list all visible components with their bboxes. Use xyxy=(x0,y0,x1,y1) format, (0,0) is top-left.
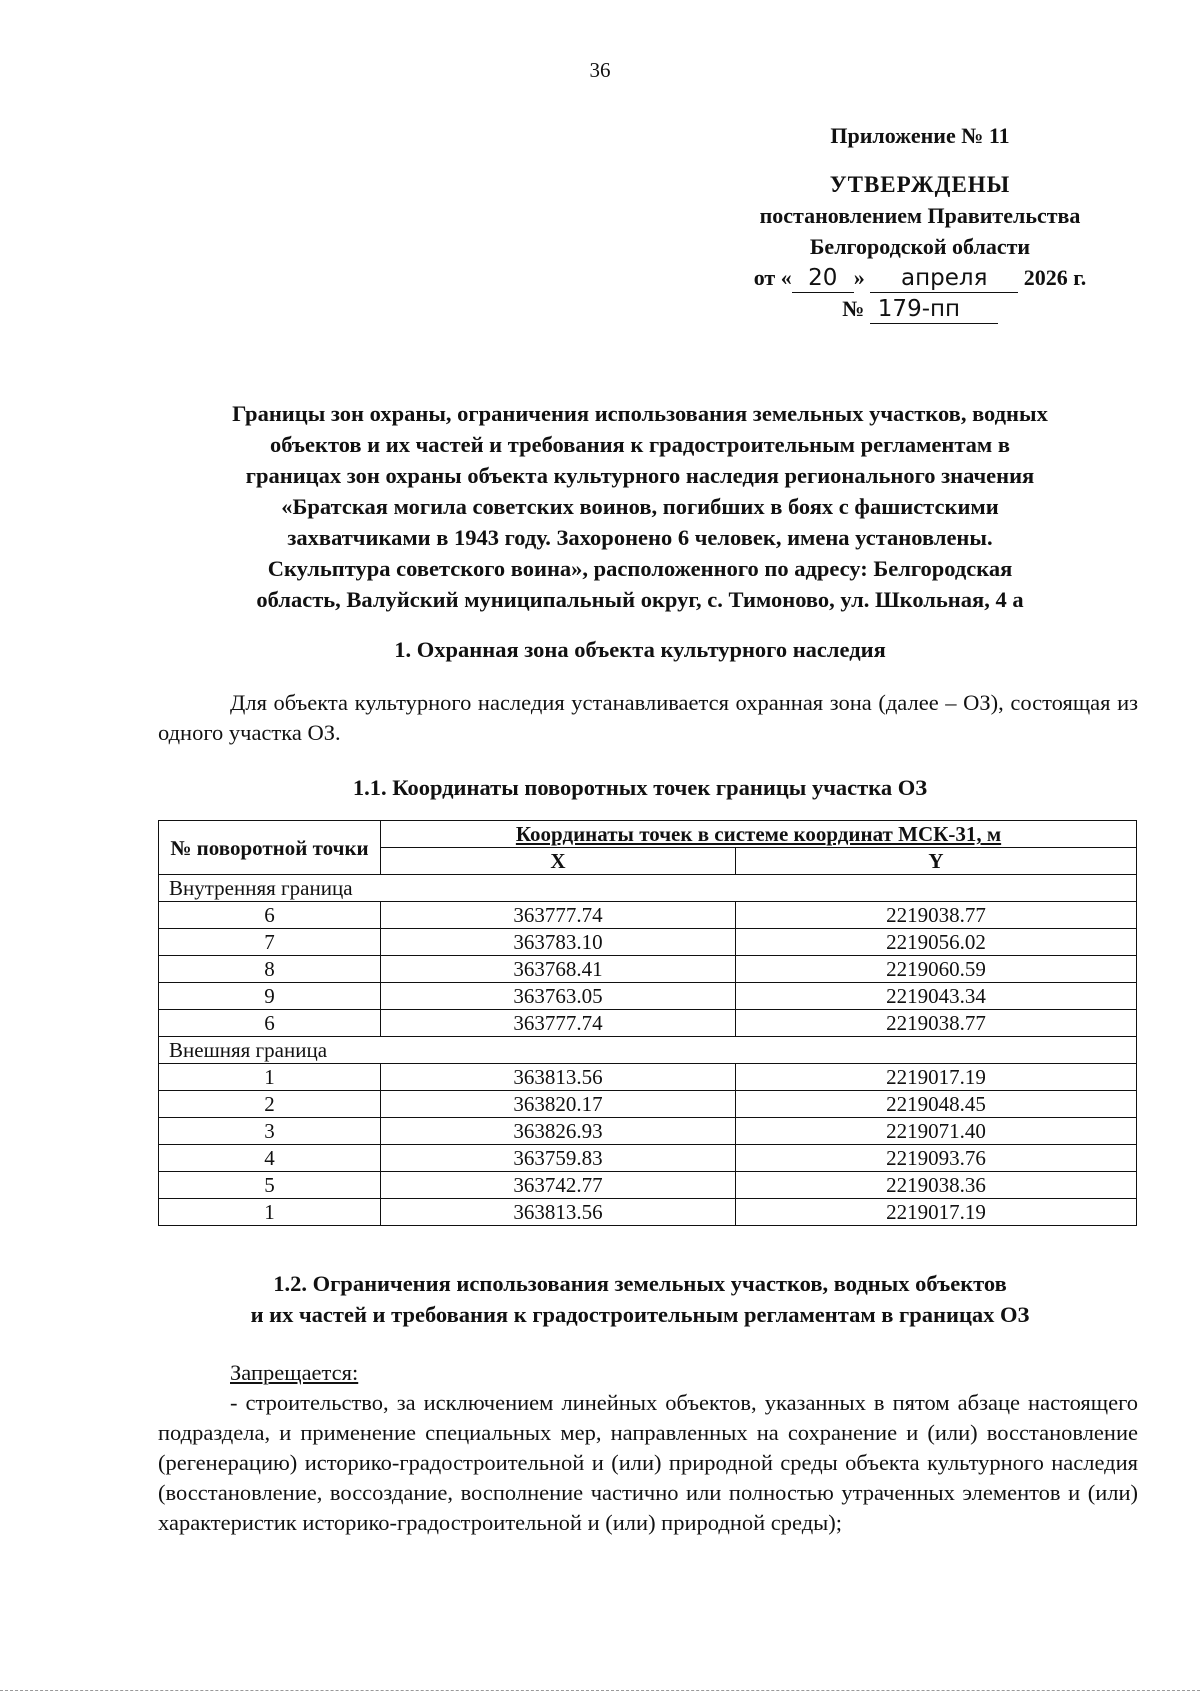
col-header-coords: Координаты точек в системе координат МСК-31, м xyxy=(381,821,1137,848)
date-day-handwritten: 20 xyxy=(792,264,854,293)
date-month-handwritten: апреля xyxy=(870,264,1018,293)
coord-y-cell: 2219017.19 xyxy=(736,1199,1137,1226)
number-handwritten: 179-пп xyxy=(870,295,998,324)
section-1-heading: 1. Охранная зона объекта культурного наследия xyxy=(394,637,886,662)
col-header-point: № поворотной точки xyxy=(159,821,381,875)
title-line: Границы зон охраны, ограничения использования земельных участков, водных xyxy=(232,401,1048,426)
coord-x-cell: 363763.05 xyxy=(381,983,736,1010)
section-1-1-heading: 1.1. Координаты поворотных точек границы участка ОЗ xyxy=(352,775,928,800)
appendix-label: Приложение № 11 xyxy=(830,123,1010,148)
table-row xyxy=(159,1199,1137,1226)
coord-y-cell: 2219060.59 xyxy=(736,956,1137,983)
coord-y-cell: 2219017.19 xyxy=(736,1064,1137,1091)
point-number-cell: 1 xyxy=(159,1064,381,1091)
coord-y-cell: 2219093.76 xyxy=(736,1145,1137,1172)
title-line: область, Валуйский муниципальный округ, с. Тимоново, ул. Школьная, 4 а xyxy=(256,587,1024,612)
point-number-cell: 8 xyxy=(159,956,381,983)
title-line: границах зон охраны объекта культурного наследия регионального значения xyxy=(245,463,1035,488)
number-prefix: № xyxy=(842,296,865,321)
coord-y-cell: 2219056.02 xyxy=(736,929,1137,956)
page-number: 36 xyxy=(589,58,611,82)
section-1-intro: Для объекта культурного наследия устанавливается охранная зона (далее – ОЗ), состоящая из одного участка ОЗ. xyxy=(158,690,1138,745)
coord-x-cell: 363768.41 xyxy=(381,956,736,983)
section-1-2-heading-line1: 1.2. Ограничения использования земельных участков, водных объектов xyxy=(273,1271,1007,1296)
approval-date xyxy=(700,262,1140,293)
page-bottom-edge xyxy=(0,1690,1200,1691)
point-number-cell: 1 xyxy=(159,1199,381,1226)
table-row xyxy=(159,1145,1137,1172)
prohibited-label xyxy=(158,1358,1138,1388)
prohibited-item-1: - строительство, за исключением линейных объектов, указанных в пятом абзаце настоящего подраздела, и применение специальных мер, направленных на сохранение и (или) восстановление (регенерацию) историко-градостроительной и (или) природной среды объекта культурного наследия (восстановление, воссоздание, восполнение частично или полностью утраченных элементов и (или) характеристик историко-градостроительной и (или) природной среды); xyxy=(158,1390,1138,1535)
table-row xyxy=(159,929,1137,956)
coord-y-cell: 2219038.77 xyxy=(736,902,1137,929)
approved-label: УТВЕРЖДЕНЫ xyxy=(829,172,1011,197)
coord-x-cell: 363777.74 xyxy=(381,902,736,929)
table-row xyxy=(159,1064,1137,1091)
table-row xyxy=(159,1118,1137,1145)
coord-x-cell: 363783.10 xyxy=(381,929,736,956)
table-body xyxy=(159,875,1137,1226)
table-row xyxy=(159,902,1137,929)
date-year: 2026 г. xyxy=(1023,265,1087,290)
approval-number xyxy=(700,293,1140,324)
coord-x-cell: 363759.83 xyxy=(381,1145,736,1172)
table-group-label: Внутренняя граница xyxy=(159,875,1137,902)
table-row xyxy=(159,983,1137,1010)
point-number-cell: 5 xyxy=(159,1172,381,1199)
table-row xyxy=(159,1172,1137,1199)
table-group-row xyxy=(159,1037,1137,1064)
title-line: Скульптура советского воина», расположенного по адресу: Белгородская xyxy=(267,556,1013,581)
point-number-cell: 2 xyxy=(159,1091,381,1118)
point-number-cell: 6 xyxy=(159,1010,381,1037)
title-line: «Братская могила советских воинов, погибших в боях с фашистскими xyxy=(281,494,999,519)
approved-by-line2: Белгородской области xyxy=(809,234,1031,259)
point-number-cell: 3 xyxy=(159,1118,381,1145)
coord-x-cell: 363813.56 xyxy=(381,1064,736,1091)
point-number-cell: 9 xyxy=(159,983,381,1010)
title-line: захватчиками в 1943 году. Захоронено 6 человек, имена установлены. xyxy=(287,525,993,550)
section-1-2-heading-line2: и их частей и требования к градостроительным регламентам в границах ОЗ xyxy=(250,1302,1030,1327)
section-1-2-heading xyxy=(150,1268,1130,1330)
table-group-row xyxy=(159,875,1137,902)
coord-y-cell: 2219038.36 xyxy=(736,1172,1137,1199)
coord-x-cell: 363777.74 xyxy=(381,1010,736,1037)
approval-block xyxy=(700,120,1140,324)
coord-x-cell: 363826.93 xyxy=(381,1118,736,1145)
col-header-y: Y xyxy=(736,848,1137,875)
coordinates-table xyxy=(158,820,1137,1226)
table-row xyxy=(159,956,1137,983)
point-number-cell: 4 xyxy=(159,1145,381,1172)
coord-x-cell: 363820.17 xyxy=(381,1091,736,1118)
table-row xyxy=(159,1010,1137,1037)
title-line: объектов и их частей и требования к градостроительным регламентам в xyxy=(269,432,1011,457)
coord-x-cell: 363813.56 xyxy=(381,1199,736,1226)
prohibited-label-text: Запрещается: xyxy=(230,1360,359,1385)
coord-x-cell: 363742.77 xyxy=(381,1172,736,1199)
col-header-x: X xyxy=(381,848,736,875)
coord-y-cell: 2219043.34 xyxy=(736,983,1137,1010)
coord-y-cell: 2219038.77 xyxy=(736,1010,1137,1037)
point-number-cell: 7 xyxy=(159,929,381,956)
coord-y-cell: 2219071.40 xyxy=(736,1118,1137,1145)
table-group-label: Внешняя граница xyxy=(159,1037,1137,1064)
date-mid: » xyxy=(853,265,865,290)
document-title xyxy=(150,398,1130,615)
date-prefix: от « xyxy=(753,265,792,290)
coord-y-cell: 2219048.45 xyxy=(736,1091,1137,1118)
approved-by-line1: постановлением Правительства xyxy=(759,203,1081,228)
table-row xyxy=(159,1091,1137,1118)
point-number-cell: 6 xyxy=(159,902,381,929)
